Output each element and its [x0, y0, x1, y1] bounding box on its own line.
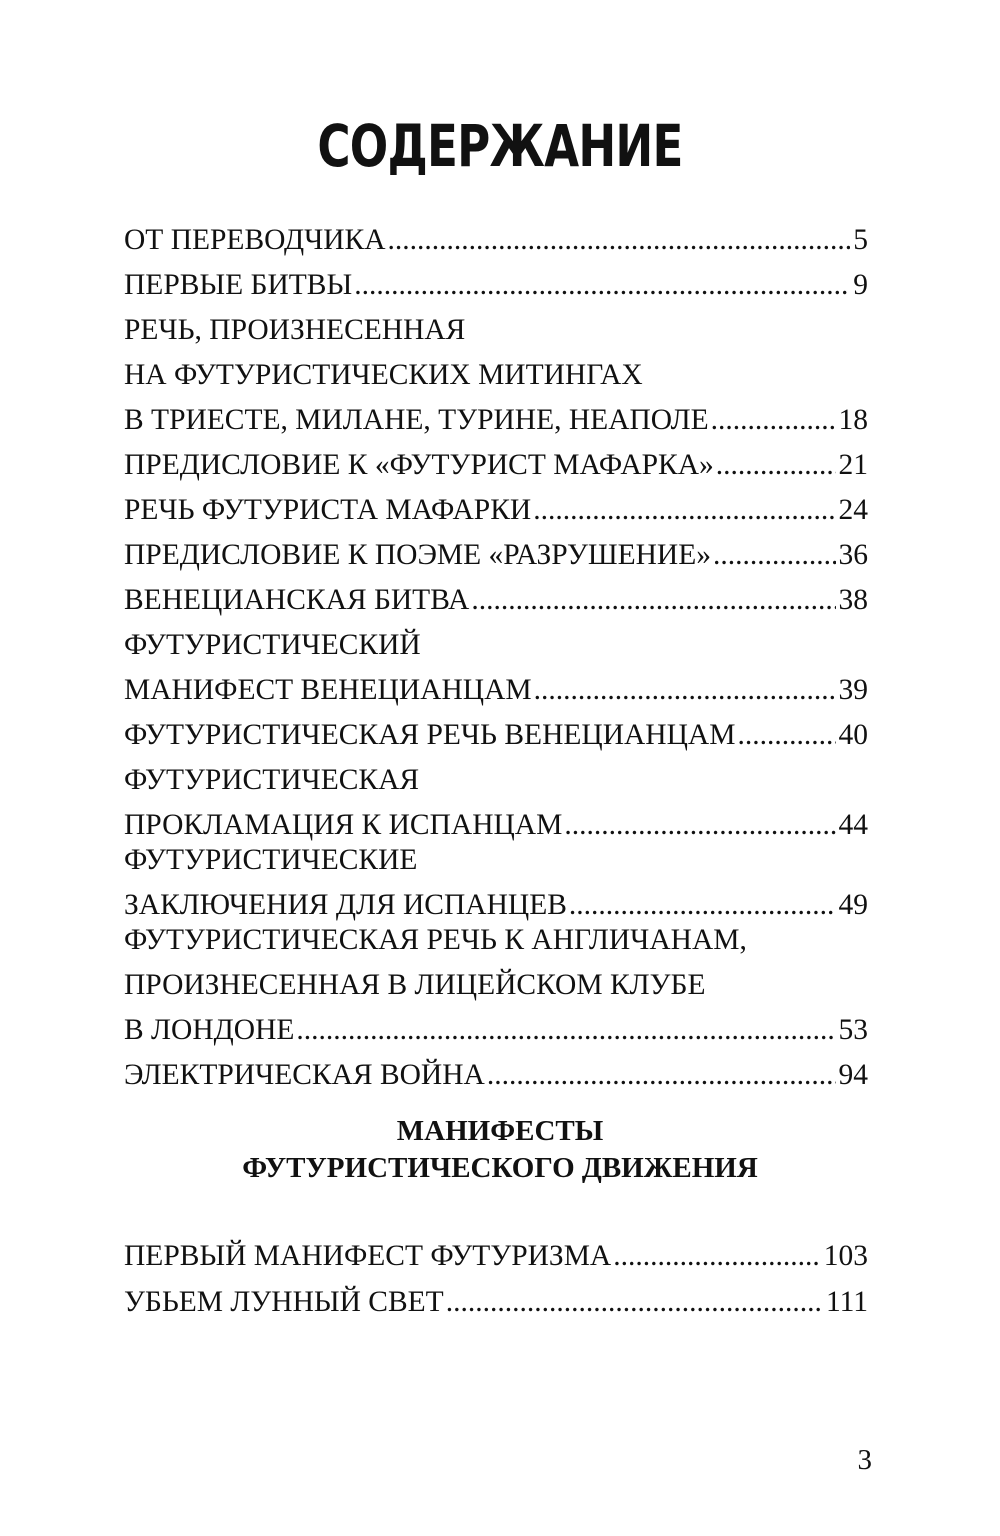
toc-dot-leader: [388, 220, 851, 260]
toc-entry-title: ЗАКЛЮЧЕНИЯ ДЛЯ ИСПАНЦЕВ: [124, 889, 567, 921]
section-heading-line: ФУТУРИСТИЧЕСКОГО ДВИЖЕНИЯ: [242, 1152, 758, 1184]
toc-entry-title: ФУТУРИСТИЧЕСКАЯ РЕЧЬ К АНГЛИЧАНАМ,: [124, 924, 747, 956]
toc-entry-line: [124, 965, 868, 1005]
toc-entry-line: [124, 1010, 868, 1050]
section-heading-line: МАНИФЕСТЫ: [396, 1115, 604, 1147]
toc-entry-line: [124, 840, 868, 880]
toc-entry-title: ОТ ПЕРЕВОДЧИКА: [124, 224, 386, 256]
toc-dot-leader: [569, 885, 836, 925]
toc-entry-line: [124, 715, 868, 755]
toc-page-number: 111: [825, 1286, 868, 1318]
toc-entry-line: [124, 1282, 868, 1322]
page-number: 3: [857, 1444, 872, 1476]
toc-entry-title: ПЕРВЫЕ БИТВЫ: [124, 269, 353, 301]
toc-entry-title: ФУТУРИСТИЧЕСКАЯ: [124, 764, 420, 796]
toc-entry-line: [124, 1236, 868, 1276]
toc-page-number: 5: [853, 224, 868, 256]
toc-entry-title: ПРЕДИСЛОВИЕ К «ФУТУРИСТ МАФАРКА»: [124, 449, 714, 481]
toc-page-number: 9: [853, 269, 868, 301]
toc-entry-line: [124, 1055, 868, 1095]
toc-page-number: 38: [838, 584, 868, 616]
toc-entry-line: [124, 625, 868, 665]
toc-dot-leader: [711, 400, 836, 440]
toc-entry-title: В ТРИЕСТЕ, МИЛАНЕ, ТУРИНЕ, НЕАПОЛЕ: [124, 404, 709, 436]
toc-entry-title: ПРОКЛАМАЦИЯ К ИСПАНЦАМ: [124, 809, 563, 841]
toc-dot-leader: [613, 1236, 821, 1276]
toc-dot-leader: [487, 1055, 836, 1095]
toc-page-number: 18: [838, 404, 868, 436]
toc-entry-title: ПРОИЗНЕСЕННАЯ В ЛИЦЕЙСКОМ КЛУБЕ: [124, 969, 706, 1001]
page-title: СОДЕРЖАНИЕ: [317, 112, 683, 180]
toc-dot-leader: [716, 445, 836, 485]
toc-entry-line: [124, 760, 868, 800]
toc-dot-leader: [446, 1282, 823, 1322]
toc-entry-title: В ЛОНДОНЕ: [124, 1014, 295, 1046]
toc-page-number: 94: [838, 1059, 868, 1091]
toc-entry-line: [124, 805, 868, 845]
toc-entry-title: ФУТУРИСТИЧЕСКАЯ РЕЧЬ ВЕНЕЦИАНЦАМ: [124, 719, 736, 751]
toc-entry-line: [124, 490, 868, 530]
toc-page-number: 36: [838, 539, 868, 571]
toc-entry-line: [124, 355, 868, 395]
toc-entry-title: ФУТУРИСТИЧЕСКИЕ: [124, 844, 418, 876]
toc-page-number: 44: [838, 809, 868, 841]
toc-entry-line: [124, 670, 868, 710]
toc-page-number: 40: [838, 719, 868, 751]
toc-dot-leader: [533, 490, 835, 530]
toc-entry-title: МАНИФЕСТ ВЕНЕЦИАНЦАМ: [124, 674, 532, 706]
toc-page-number: 39: [838, 674, 868, 706]
toc-page-number: 21: [838, 449, 868, 481]
toc-entry-title: ПЕРВЫЙ МАНИФЕСТ ФУТУРИЗМА: [124, 1240, 612, 1272]
toc-entry-line: [124, 885, 868, 925]
toc-entry-line: [124, 920, 868, 960]
toc-entry-line: [124, 445, 868, 485]
toc-entry-title: ПРЕДИСЛОВИЕ К ПОЭМЕ «РАЗРУШЕНИЕ»: [124, 539, 711, 571]
section-heading: [0, 1113, 1000, 1187]
toc-dot-leader: [737, 715, 835, 755]
toc-dot-leader: [471, 580, 835, 620]
toc-dot-leader: [354, 265, 850, 305]
toc-entry-title: РЕЧЬ ФУТУРИСТА МАФАРКИ: [124, 494, 532, 526]
toc-entry-title: РЕЧЬ, ПРОИЗНЕСЕННАЯ: [124, 314, 466, 346]
toc-page-number: 103: [823, 1240, 868, 1272]
toc-page-number: 53: [838, 1014, 868, 1046]
toc-entry-title: ВЕНЕЦИАНСКАЯ БИТВА: [124, 584, 470, 616]
toc-dot-leader: [564, 805, 835, 845]
toc-entry-line: [124, 310, 868, 350]
toc-entry-line: [124, 535, 868, 575]
toc-page-number: 24: [838, 494, 868, 526]
toc-entry-line: [124, 580, 868, 620]
toc-entry-line: [124, 400, 868, 440]
toc-dot-leader: [713, 535, 836, 575]
toc-entry-title: НА ФУТУРИСТИЧЕСКИХ МИТИНГАХ: [124, 359, 643, 391]
toc-entry-title: ФУТУРИСТИЧЕСКИЙ: [124, 629, 421, 661]
toc-entry-line: [124, 265, 868, 305]
toc-entry-title: ЭЛЕКТРИЧЕСКАЯ ВОЙНА: [124, 1059, 485, 1091]
toc-dot-leader: [534, 670, 836, 710]
toc-entry-title: УБЬЕМ ЛУННЫЙ СВЕТ: [124, 1286, 444, 1318]
toc-page-number: 49: [838, 889, 868, 921]
toc-dot-leader: [296, 1010, 835, 1050]
toc-entry-line: [124, 220, 868, 260]
